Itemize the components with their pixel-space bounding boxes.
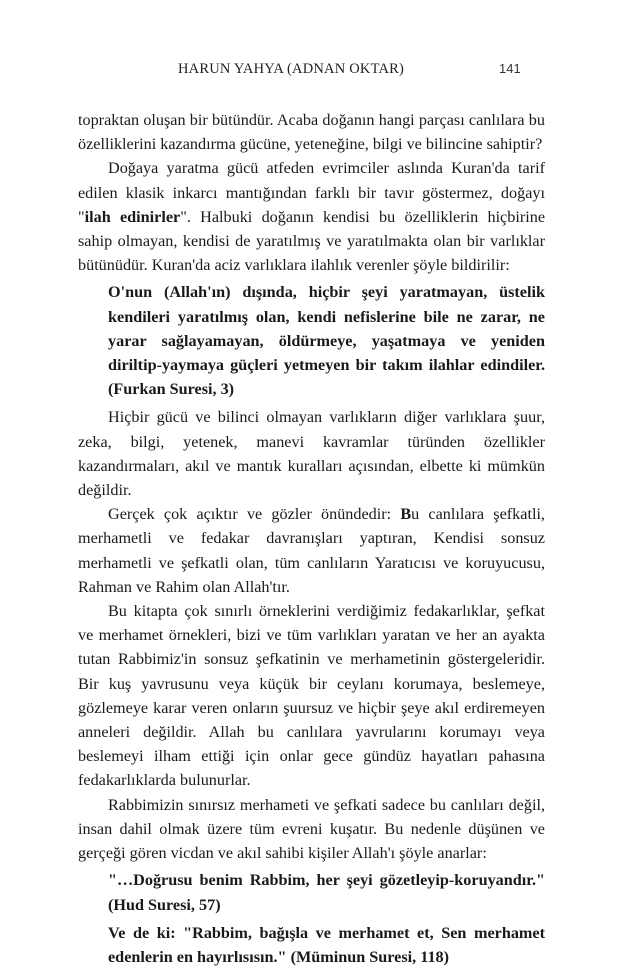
quote-muminun: Ve de ki: "Rabbim, bağışla ve merhamet et, Sen merhamet edenlerin en hayırlısısın." (Müminun Suresi, 118) — [108, 923, 545, 966]
paragraph-examples: Bu kitapta çok sınırlı örneklerini verdiğimiz fedakarlıklar, şefkat ve merhamet örnekleri, bizi ve tüm varlıkları yaratan ve her an ayakta tutan Rabbimiz'in sonsuz şefkatinin ve merhametinin göstergeleridir. Bir kuş yavrusunu veya küçük bir ceylanı korumaya, beslemeye, gözlemeye karar veren onların şuursuz ve hiçbir şeye akıl erdiremeyen anneleri değildir. Allah bu canlılara yavrularını korumayı veya beslemeyi ilham ettiği için onlar gece gündüz hayatları pahasına fedakarlıklarda bulunurlar. — [78, 602, 545, 790]
paragraph-mercy: Rabbimizin sınırsız merhameti ve şefkati sadece bu canlıları değil, insan dahil olmak üzere tüm evreni kuşatır. Bu nedenle düşünen ve gerçeği gören vicdan ve akıl sahibi kişiler Allah'ı şöyle anarlar: — [78, 795, 545, 863]
paragraph-evolutionists — [78, 156, 545, 277]
page-number: 141 — [499, 61, 521, 76]
page-body — [78, 108, 545, 969]
page-header — [0, 61, 623, 81]
paragraph-continuation: topraktan oluşan bir bütündür. Acaba doğanın hangi parçası canlılara bu özelliklerini kazandırma gücüne, yeteneğine, bilgi ve bilincine sahiptir? — [78, 111, 545, 154]
running-header-title: HARUN YAHYA (ADNAN OKTAR) — [178, 61, 405, 77]
bold-emphasis: ilah edinirler — [84, 207, 181, 226]
quote-hud: "…Doğrusu benim Rabbim, her şeyi gözetleyip-koruyandır." (Hud Suresi, 57) — [108, 871, 545, 914]
text-span: Doğaya yaratma gücü atfeden evrimciler aslında Kuran'da tarif edilen klasik inkarcı mantığından farklı bir tavır göstermez, doğayı " — [78, 159, 545, 226]
paragraph-truth — [78, 502, 545, 599]
text-span: u canlılara şefkatli, merhametli ve fedakar davranışları yaptıran, Kendisi sonsuz merhametli ve şefkatli olan, tüm canlıların Yaratıcısı ve koruyucusu, Rahman ve Rahim olan Allah'tır. — [78, 505, 545, 596]
bold-letter: B — [400, 505, 412, 524]
paragraph-no-power: Hiçbir gücü ve bilinci olmayan varlıkların diğer varlıklara şuur, zeka, bilgi, yetenek, manevi kavramlar türünden özellikler kazandırmaları, akıl ve mantık kuralları açısından, elbette ki mümkün değildir. — [78, 408, 545, 500]
text-span: ". Halbuki doğanın kendisi bu özelliklerin hiçbirine sahip olmayan, kendisi de yaratılmış ve yaratılmakta olan bir varlıklar bütünüdür. Kuran'da aciz varlıklara ilahlık verenler şöyle bildirilir: — [78, 207, 546, 275]
text-span: Gerçek çok açıktır ve gözler önündedir: — [108, 505, 401, 524]
quote-furkan: O'nun (Allah'ın) dışında, hiçbir şeyi yaratmayan, üstelik kendileri yaratılmış olan, kendi nefislerine bile ne zarar, ne yarar sağlayamayan, öldürmeye, yaşatmaya ve yeniden diriltip-yaymaya güçleri yetmeyen bir takım ilahlar edindiler. (Furkan Suresi, 3) — [108, 283, 545, 399]
